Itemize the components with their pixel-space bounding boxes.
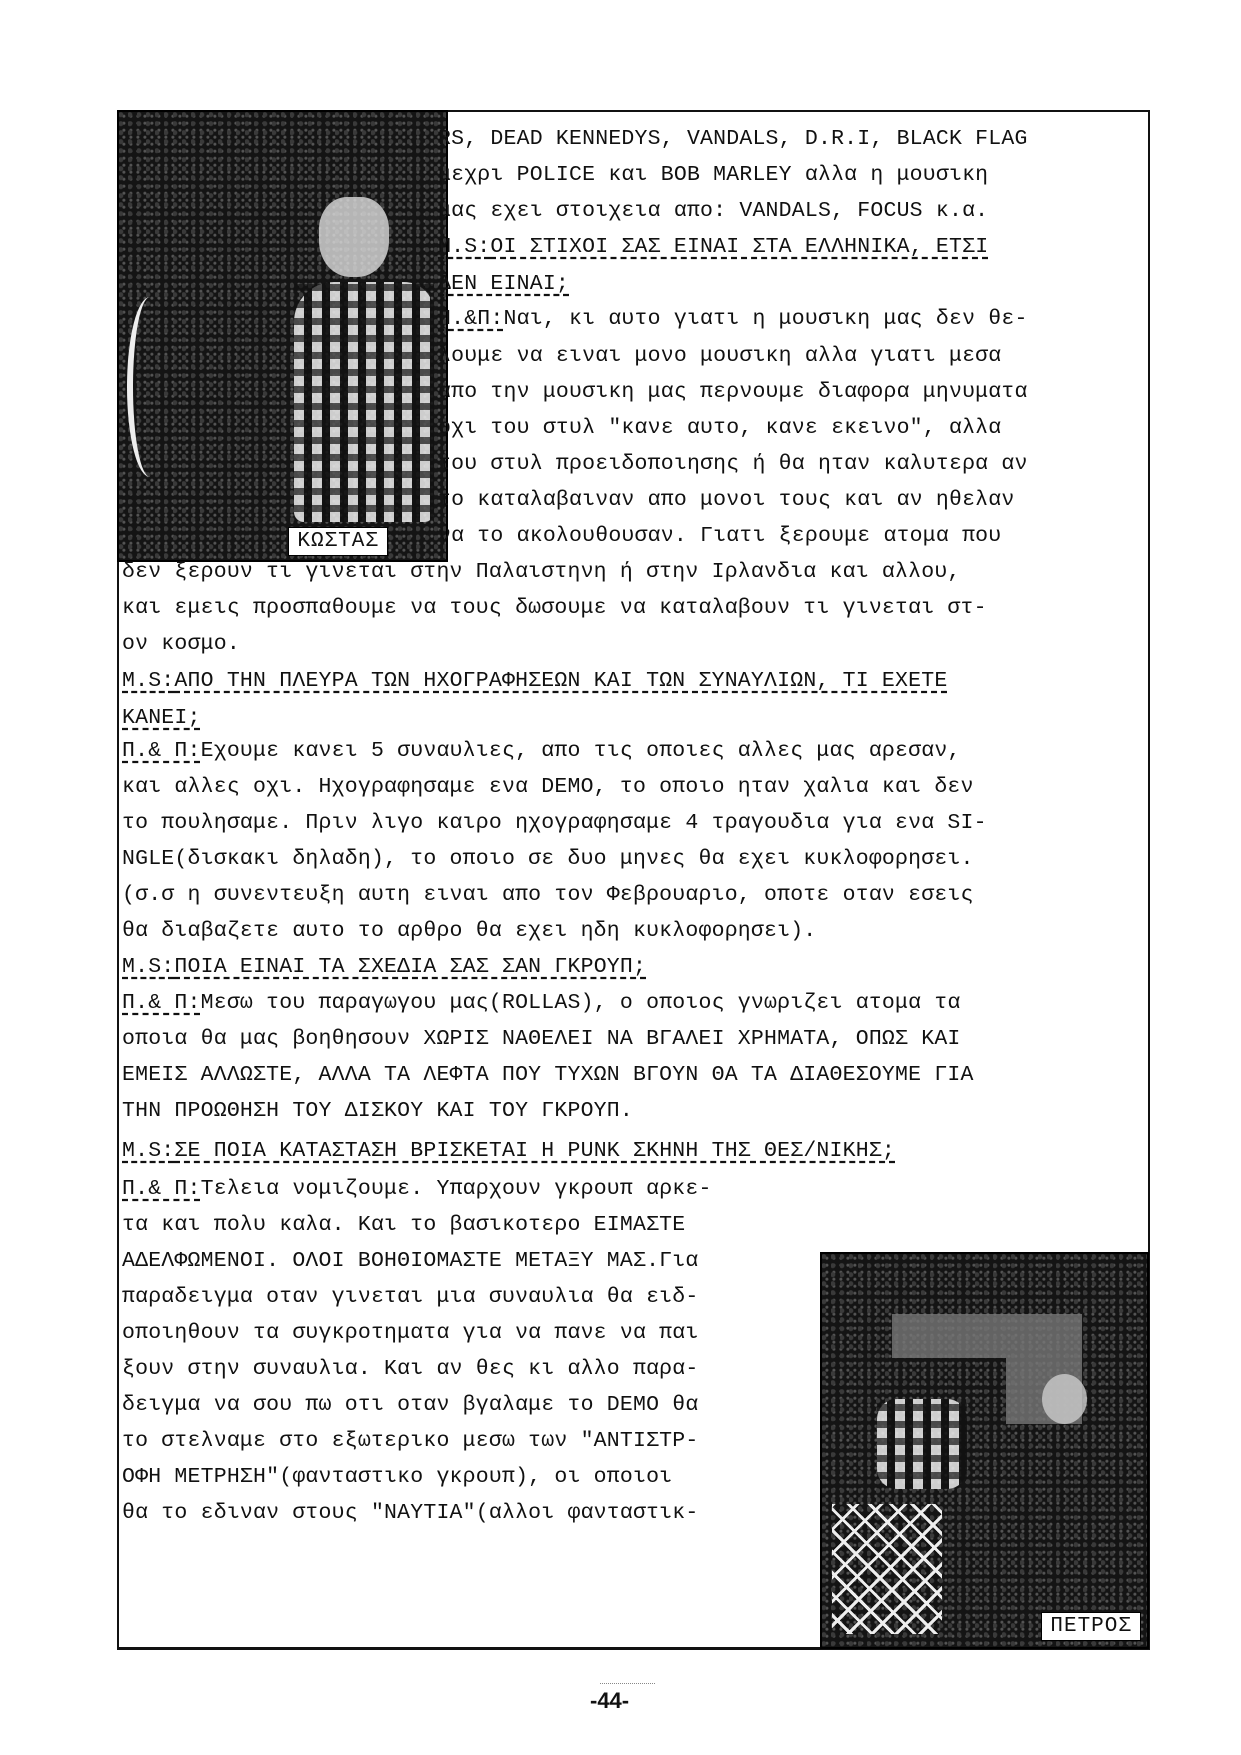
line-text: θα διαβαζετε αυτο το αρθρο θα εχει ηδη κυκλοφορησει). bbox=[122, 919, 817, 943]
interview-line bbox=[122, 733, 961, 769]
line-text: Εχουμε κανει 5 συναυλιες, απο τις οποιες αλλες μας αρεσαν, bbox=[200, 739, 961, 763]
interview-line bbox=[122, 1207, 685, 1243]
interview-line bbox=[122, 1351, 699, 1387]
interview-line bbox=[438, 193, 988, 229]
line-text: ΚΑΝΕΙ; bbox=[122, 706, 201, 730]
line-text: τα και πολυ καλα. Και το βασικοτερο ΕΙΜΑΣΤΕ bbox=[122, 1213, 686, 1237]
photo-petros bbox=[820, 1252, 1149, 1649]
line-text: του στυλ προειδοποιησης ή θα ηταν καλυτερα αν bbox=[438, 452, 1028, 476]
interview-line bbox=[438, 121, 1028, 157]
line-text: ξουν στην συναυλια. Και αν θες κι αλλο παρα- bbox=[122, 1357, 699, 1381]
interview-line bbox=[122, 769, 974, 805]
line-text: RS, DEAD KENNEDYS, VANDALS, D.R.I, BLACK FLAG bbox=[438, 127, 1028, 151]
line-text: ΠΟΙΑ ΕΙΝΑΙ ΤΑ ΣΧΕΔΙΑ ΣΑΣ ΣΑΝ ΓΚΡΟΥΠ; bbox=[174, 955, 647, 979]
interview-line bbox=[122, 1243, 699, 1279]
line-text: Μεσω του παραγωγου μας(ROLLAS), ο οποιος γνωριζει ατομα τα bbox=[200, 991, 961, 1015]
line-text: το καταλαβαιναν απο μονοι τους και αν ηθελαν bbox=[438, 488, 1015, 512]
interview-question-line bbox=[122, 1133, 895, 1169]
interview-line bbox=[122, 554, 961, 590]
interview-question-line bbox=[122, 949, 646, 985]
interview-line bbox=[122, 590, 987, 626]
line-text: οποιηθουν τα συγκροτηματα για να πανε να παι bbox=[122, 1321, 699, 1345]
speaker-label: Π.& Π: bbox=[122, 1177, 201, 1201]
line-text: το πουλησαμε. Πριν λιγο καιρο ηχογραφησαμε 4 τραγουδια για ενα SI- bbox=[122, 811, 987, 835]
interview-line bbox=[122, 1315, 699, 1351]
line-text: Ναι, κι αυτο γιατι η μουσικη μας δεν θε- bbox=[503, 307, 1028, 331]
line-text: να το ακολουθουσαν. Γιατι ξερουμε ατομα που bbox=[438, 524, 1002, 548]
photo-detail-head bbox=[319, 197, 389, 277]
speaker-label: M.S: bbox=[122, 955, 175, 979]
interview-line bbox=[438, 157, 988, 193]
interview-line bbox=[438, 338, 1001, 374]
photo-detail-arc bbox=[127, 297, 173, 477]
photo-detail-head bbox=[1042, 1374, 1087, 1424]
interview-line bbox=[122, 1171, 712, 1207]
interview-line bbox=[438, 446, 1028, 482]
interview-line bbox=[438, 410, 1001, 446]
speaker-label: M.S: bbox=[122, 669, 175, 693]
line-text: παραδειγμα οταν γινεται μια συναυλια θα ειδ- bbox=[122, 1285, 699, 1309]
interview-line bbox=[438, 518, 1001, 554]
interview-line bbox=[122, 1057, 974, 1093]
line-text: το στελναμε στο εξωτερικο μεσω των "ΑΝΤΙΣΤΡ- bbox=[122, 1429, 699, 1453]
line-text: μεχρι POLICE και BOB MARLEY αλλα η μουσικη bbox=[438, 163, 989, 187]
interview-line bbox=[438, 482, 1015, 518]
page-number-rule bbox=[600, 1683, 655, 1684]
interview-line bbox=[122, 841, 974, 877]
photo-kostas bbox=[117, 110, 448, 562]
interview-line bbox=[122, 913, 816, 949]
interview-line bbox=[122, 1021, 961, 1057]
line-text: ΤΗΝ ΠΡΟΩΘΗΣΗ ΤΟΥ ΔΙΣΚΟΥ ΚΑΙ ΤΟΥ ΓΚΡΟΥΠ. bbox=[122, 1099, 633, 1123]
interview-line bbox=[122, 805, 987, 841]
speaker-label: Π.& Π: bbox=[122, 739, 201, 763]
line-text: και αλλες οχι. Ηχογραφησαμε ενα DEMO, το οποιο ηταν χαλια και δεν bbox=[122, 775, 974, 799]
photo-detail-plaid-shirt bbox=[294, 282, 434, 522]
interview-question-line bbox=[438, 229, 988, 265]
line-text: NGLE(δισκακι δηλαδη), το οποιο σε δυο μηνες θα εχει κυκλοφορησει. bbox=[122, 847, 974, 871]
interview-line bbox=[122, 1459, 672, 1495]
line-text: ΟΦΗ ΜΕΤΡΗΣΗ"(φανταστικο γκρουπ), οι οποιοι bbox=[122, 1465, 673, 1489]
page-number: -44- bbox=[590, 1688, 630, 1713]
interview-line bbox=[438, 266, 569, 302]
line-text: οποια θα μας βοηθησουν ΧΩΡΙΣ ΝΑΘΕΛΕΙ ΝΑ ΒΓΑΛΕΙ ΧΡΗΜΑΤΑ, ΟΠΩΣ ΚΑΙ bbox=[122, 1027, 961, 1051]
photo-caption-petros: ΠΕΤΡΟΣ bbox=[1041, 1612, 1141, 1641]
line-text: ΣΕ ΠΟΙΑ ΚΑΤΑΣΤΑΣΗ ΒΡΙΣΚΕΤΑΙ Η PUNK ΣΚΗΝΗ ΤΗΣ ΘΕΣ/ΝΙΚΗΣ; bbox=[174, 1139, 896, 1163]
line-text: λουμε να ειναι μονο μουσικη αλλα γιατι μεσα bbox=[438, 344, 1002, 368]
speaker-label: M.S: bbox=[438, 235, 491, 259]
photo-caption-kostas: ΚΩΣΤΑΣ bbox=[288, 527, 388, 556]
line-text: μας εχει στοιχεια απο: VANDALS, FOCUS κ.α. bbox=[438, 199, 989, 223]
line-text: Τελεια νομιζουμε. Υπαρχουν γκρουπ αρκε- bbox=[200, 1177, 712, 1201]
interview-line bbox=[438, 301, 1028, 337]
speaker-label: Π.& Π: bbox=[122, 991, 201, 1015]
line-text: οχι του στυλ "κανε αυτο, κανε εκεινο", αλλα bbox=[438, 416, 1002, 440]
line-text: απο την μουσικη μας περνουμε διαφορα μηνυματα bbox=[438, 380, 1028, 404]
speaker-label: M.S: bbox=[122, 1139, 175, 1163]
interview-line bbox=[122, 626, 240, 662]
speaker-label: Π.&Π: bbox=[438, 307, 504, 331]
line-text: θα το εδιναν στους "ΝΑΥΤΙΑ"(αλλοι φανταστικ- bbox=[122, 1501, 699, 1525]
line-text: ΔΕΝ ΕΙΝΑΙ; bbox=[438, 272, 570, 296]
interview-line bbox=[122, 985, 961, 1021]
interview-line bbox=[122, 877, 974, 913]
interview-line bbox=[122, 700, 201, 736]
line-text: ΕΜΕΙΣ ΑΛΛΩΣΤΕ, ΑΛΛΑ ΤΑ ΛΕΦΤΑ ΠΟΥ ΤΥΧΩΝ ΒΓΟΥΝ ΘΑ ΤΑ ΔΙΑΘΕΣΟΥΜΕ ΓΙΑ bbox=[122, 1063, 974, 1087]
line-text: ον κοσμο. bbox=[122, 632, 240, 656]
line-text: ΑΔΕΛΦΩΜΕΝΟΙ. ΟΛΟΙ ΒΟΗΘΙΟΜΑΣΤΕ ΜΕΤΑΞΥ ΜΑΣ.Για bbox=[122, 1249, 699, 1273]
line-text: και εμεις προσπαθουμε να τους δωσουμε να καταλαβουν τι γινεται στ- bbox=[122, 596, 987, 620]
interview-question-line bbox=[122, 663, 947, 699]
photo-detail-plaid-shirt bbox=[877, 1399, 967, 1489]
interview-line bbox=[122, 1093, 633, 1129]
interview-line bbox=[438, 374, 1028, 410]
line-text: (σ.σ η συνεντευξη αυτη ειναι απο τον Φεβρουαριο, οποτε οταν εσεις bbox=[122, 883, 974, 907]
line-text: δειγμα να σου πω οτι οταν βγαλαμε το DEMO θα bbox=[122, 1393, 699, 1417]
interview-line bbox=[122, 1423, 699, 1459]
line-text: δεν ξερουν τι γινεται στην Παλαιστηνη ή στην Ιρλανδια και αλλου, bbox=[122, 560, 961, 584]
interview-line bbox=[122, 1495, 699, 1531]
line-text: ΑΠΟ ΤΗΝ ΠΛΕΥΡΑ ΤΩΝ ΗΧΟΓΡΑΦΗΣΕΩΝ ΚΑΙ ΤΩΝ ΣΥΝΑΥΛΙΩΝ, ΤΙ ΕΧΕΤΕ bbox=[174, 669, 948, 693]
line-text: ΟΙ ΣΤΙΧΟΙ ΣΑΣ ΕΙΝΑΙ ΣΤΑ ΕΛΛΗΝΙΚΑ, ΕΤΣΙ bbox=[490, 235, 989, 259]
photo-detail-grid bbox=[832, 1504, 942, 1634]
interview-line bbox=[122, 1279, 699, 1315]
interview-line bbox=[122, 1387, 699, 1423]
